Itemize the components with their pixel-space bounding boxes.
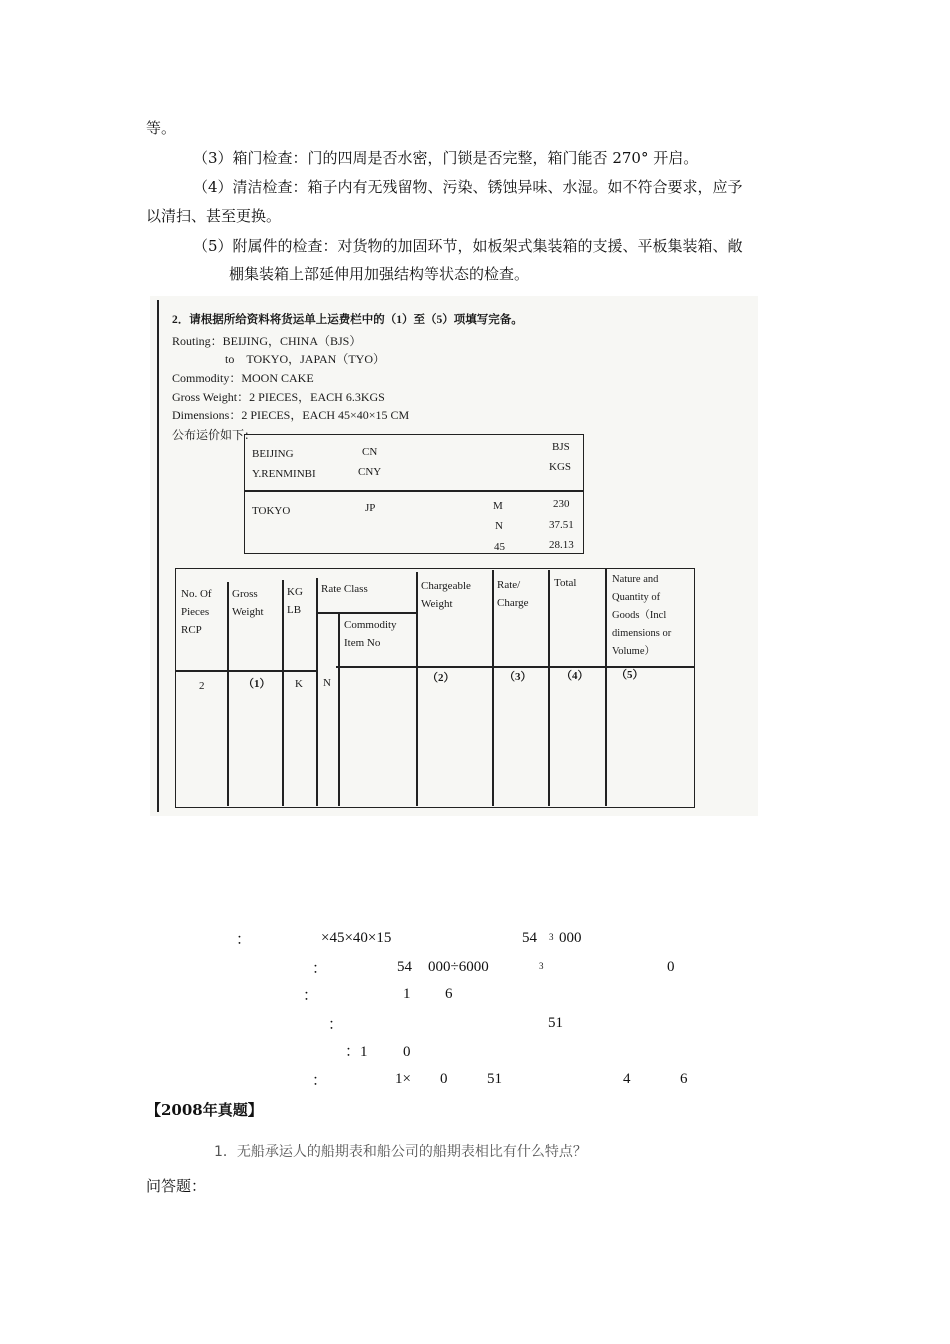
answer-line-1-colon: ： [236,932,252,948]
tariff-origin-city: BEIJING [252,448,294,460]
paragraph-attachment-check-2: 棚集装箱上部延伸用加强结构等状态的检查。 [229,265,530,283]
answer-line-6-value4: 6 [680,1071,688,1087]
scan-routing-to: to TOKYO，JAPAN（TYO） [225,352,386,366]
tariff-origin-code: BJS [552,441,570,453]
awb-header-nature: Nature and Quantity of Goods（Incl dimensions or Volume） [612,574,672,657]
awb-header-pieces: No. Of Pieces RCP [181,588,212,636]
scan-rates-intro: 公布运价如下： [172,428,257,442]
tariff-q45-label: 45 [494,541,505,553]
answer-line-3-value: 1 [403,986,411,1002]
tariff-currency-code: CNY [358,466,382,478]
exam-question-2: 1．无船承运人的船期表和船公司的船期表相比有什么特点？ [214,1144,587,1160]
answer-line-6-colon: ： [312,1073,328,1089]
awb-value-total: （4） [561,670,589,682]
scan-commodity: Commodity：MOON CAKE [172,371,314,385]
awb-row-divider-left [175,670,317,672]
awb-value-rate-class: N [323,677,331,689]
answer-line-1-expr: ×45×40×15 [321,930,392,946]
tariff-rate-table [244,434,584,554]
awb-header-total: Total [554,577,577,589]
tariff-dest-country: JP [365,502,376,514]
scan-question: 2．请根据所给资料将货运单上运费栏中的（1）至（5）项填写完备。 [172,314,523,326]
answer-line-2-expr: 000÷6000 [428,959,489,975]
tariff-origin-country: CN [362,446,378,458]
awb-value-gross: （1） [243,678,271,690]
awb-value-kglb: K [295,678,303,690]
awb-value-rate: （3） [504,671,532,683]
tariff-normal-value: 37.51 [549,519,574,531]
scan-gross-weight: Gross Weight：2 PIECES，EACH 6.3KGS [172,390,385,404]
paragraph-clean-check-2: 以清扫、甚至更换。 [146,207,282,225]
awb-col-divider [282,580,284,806]
paragraph-clean-check-1: （4）清洁检查：箱子内有无残留物、污染、锈蚀异味、水湿。如不符合要求，应予 [193,178,743,196]
awb-header-commodity: Commodity Item No [344,619,397,649]
answer-line-6-value2: 51 [487,1071,502,1087]
answer-line-5-value: ：1 [345,1044,368,1060]
section-heading: 【2008年真题】 [146,1101,263,1119]
awb-col-divider [492,570,494,806]
answer-line-2-value: 54 [397,959,412,975]
awb-col-divider [316,578,318,806]
awb-header-kglb: KG LB [287,586,303,616]
awb-value-pieces: 2 [199,680,205,692]
tariff-min-value: 230 [553,498,570,510]
answer-line-4-value: 51 [548,1015,563,1031]
tariff-dest-city: TOKYO [252,505,291,517]
answer-line-4-colon: ： [328,1017,344,1033]
tariff-weight-unit: KGS [549,461,572,473]
answer-line-2-result: 0 [667,959,675,975]
scan-routing-from: Routing：BEIJING，CHINA（BJS） [172,334,362,348]
awb-header-gross: Gross Weight [232,588,264,618]
awb-col-divider [416,572,418,806]
awb-col-divider [227,582,229,806]
tariff-min-label: M [493,500,503,512]
answer-line-3-colon: ： [303,988,319,1004]
answer-line-1-super: 3 [549,932,554,942]
paragraph-end: 等。 [146,119,177,137]
answer-line-2-colon: ： [312,961,328,977]
answer-line-6-expr: 1× [395,1071,411,1087]
awb-col-divider [605,568,607,806]
awb-value-chargeable: （2） [427,672,455,684]
answer-line-6-value: 0 [440,1071,448,1087]
qa-label: 问答题： [146,1177,207,1195]
awb-value-nature: （5） [616,669,644,681]
answer-line-3-value2: 6 [445,986,453,1002]
awb-header-rate: Rate/ Charge [497,579,529,609]
tariff-q45-value: 28.13 [549,539,574,551]
awb-rateclass-divider [316,612,416,614]
awb-header-chargeable: Chargeable Weight [421,580,471,610]
awb-header-rate-class: Rate Class [321,583,368,595]
answer-line-1-value-tail: 000 [559,930,582,946]
scan-dimensions: Dimensions：2 PIECES，EACH 45×40×15 CM [172,408,410,422]
answer-line-1-value: 54 [522,930,537,946]
answer-line-5-value2: 0 [403,1044,411,1060]
paragraph-attachment-check-1: （5）附属件的检查：对货物的加固环节，如板架式集装箱的支援、平板集装箱、敞 [193,237,743,255]
answer-line-2-super: 3 [539,961,544,971]
tariff-normal-label: N [495,520,503,532]
awb-col-divider [338,612,340,806]
tariff-divider [244,490,584,492]
awb-col-divider [548,570,550,806]
paragraph-door-check: （3）箱门检查：门的四周是否水密，门锁是否完整，箱门能否 270° 开启。 [193,149,699,167]
answer-line-6-value3: 4 [623,1071,631,1087]
tariff-currency: Y.RENMINBI [252,468,316,480]
scan-left-border [157,300,159,812]
